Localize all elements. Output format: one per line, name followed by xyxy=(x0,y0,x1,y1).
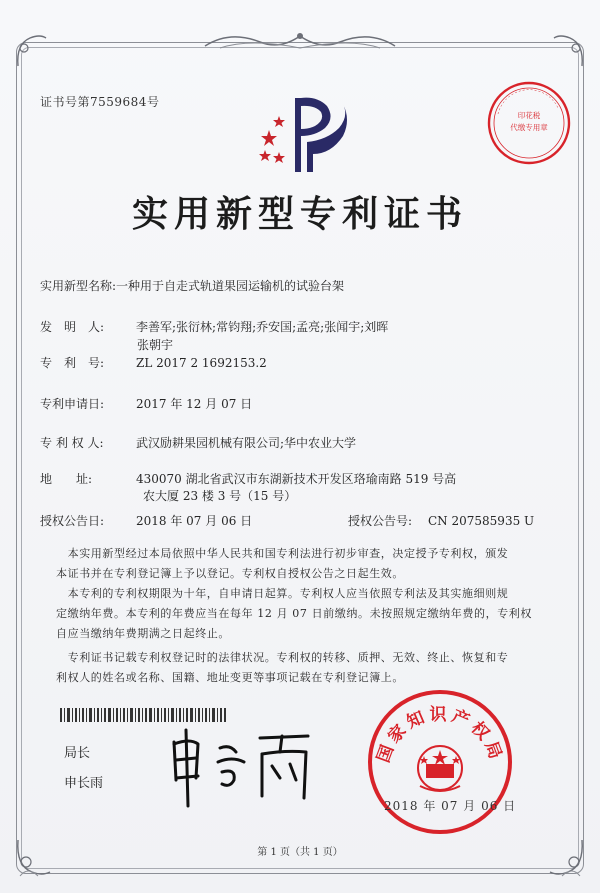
field-value: 武汉励耕果园机械有限公司;华中农业大学 xyxy=(136,436,357,450)
certificate-title: 实用新型专利证书 xyxy=(131,193,468,235)
address-field-continued xyxy=(143,487,296,504)
field-label: 实用新型名称: xyxy=(40,279,117,293)
field-value: ZL 2017 2 1692153.2 xyxy=(136,356,267,370)
body-paragraph-3-line-1: 专利证书记载专利权登记时的法律状况。专利权的转移、质押、无效、终止、恢复和专 xyxy=(56,651,509,664)
certificate-number: 证书号第7559684号 xyxy=(40,95,160,109)
field-value: 2018 年 07 月 06 日 xyxy=(136,514,253,528)
body-paragraph-1-line-1: 本实用新型经过本局依照中华人民共和国专利法进行初步审查，决定授予专利权，颁发 xyxy=(56,547,509,560)
svg-text:国家知识产权局: 国家知识产权局 xyxy=(373,705,507,766)
field-label: 授权公告号: xyxy=(348,514,413,528)
patent-number-field xyxy=(40,354,267,371)
state-ip-office-seal-icon xyxy=(364,686,516,838)
top-ornament-icon xyxy=(200,28,400,54)
field-value: 张朝宇 xyxy=(137,338,174,352)
field-value: 430070 湖北省武汉市东湖新技术开发区珞瑜南路 519 号高 xyxy=(136,472,457,486)
handwritten-signature-icon xyxy=(164,722,314,810)
grant-announcement-date-field xyxy=(40,512,252,529)
page-number: 第 1 页（共 1 页） xyxy=(257,847,343,858)
body-paragraph-2-line-1: 本专利的专利权期限为十年，自申请日起算。专利权人应当依照专利法及其实施细则规 xyxy=(56,587,509,600)
body-paragraph-2-line-2: 定缴纳年费。本专利的年费应当在每年 12 月 07 日前缴纳。未按照规定缴纳年费的，专利权 xyxy=(56,607,532,620)
field-value: 农大厦 23 楼 3 号（15 号） xyxy=(143,489,297,503)
field-value: CN 207585935 U xyxy=(428,514,535,528)
patentee-field xyxy=(40,434,356,451)
svg-text:印花税: 印花税 xyxy=(517,111,541,120)
seal-date: 2018 年 07 月 06 日 xyxy=(384,799,517,813)
corner-ornament-top-left-icon xyxy=(10,30,50,70)
barcode-icon xyxy=(60,708,228,722)
body-paragraph-3-line-2: 利权人的姓名或名称、国籍、地址变更等事项记载在专利登记簿上。 xyxy=(56,671,404,684)
field-label: 地 址: xyxy=(40,472,93,486)
field-value: 2017 年 12 月 07 日 xyxy=(136,397,253,411)
filing-date-field xyxy=(40,395,252,412)
signatory-name: 申长雨 xyxy=(64,776,104,791)
stamp-duty-seal-icon xyxy=(484,78,574,168)
inventor-field-continued xyxy=(137,336,173,353)
corner-ornament-top-right-icon xyxy=(550,30,590,70)
utility-model-name-field xyxy=(40,277,344,294)
body-paragraph-2-line-3: 自应当缴纳年费期满之日起终止。 xyxy=(56,627,230,640)
patent-office-logo-icon xyxy=(255,92,355,182)
field-label: 专 利 权 人: xyxy=(40,436,104,450)
grant-announcement-number-field xyxy=(348,512,534,529)
body-paragraph-1-line-2: 本证书并在专利登记簿上予以登记。专利权自授权公告之日起生效。 xyxy=(56,567,404,580)
field-label: 授权公告日: xyxy=(40,514,105,528)
svg-text:代缴专用章: 代缴专用章 xyxy=(510,123,548,132)
field-label: 专利申请日: xyxy=(40,397,105,411)
address-field xyxy=(40,470,456,487)
signatory-role: 局长 xyxy=(64,746,91,761)
inventor-field xyxy=(40,318,388,335)
field-value: 李善军;张衍林;常钧翔;乔安国;孟亮;张闻宇;刘晖 xyxy=(136,320,389,334)
field-label: 专 利 号: xyxy=(40,356,105,370)
field-label: 发 明 人: xyxy=(40,320,105,334)
field-value: 一种用于自走式轨道果园运输机的试验台架 xyxy=(116,279,345,293)
